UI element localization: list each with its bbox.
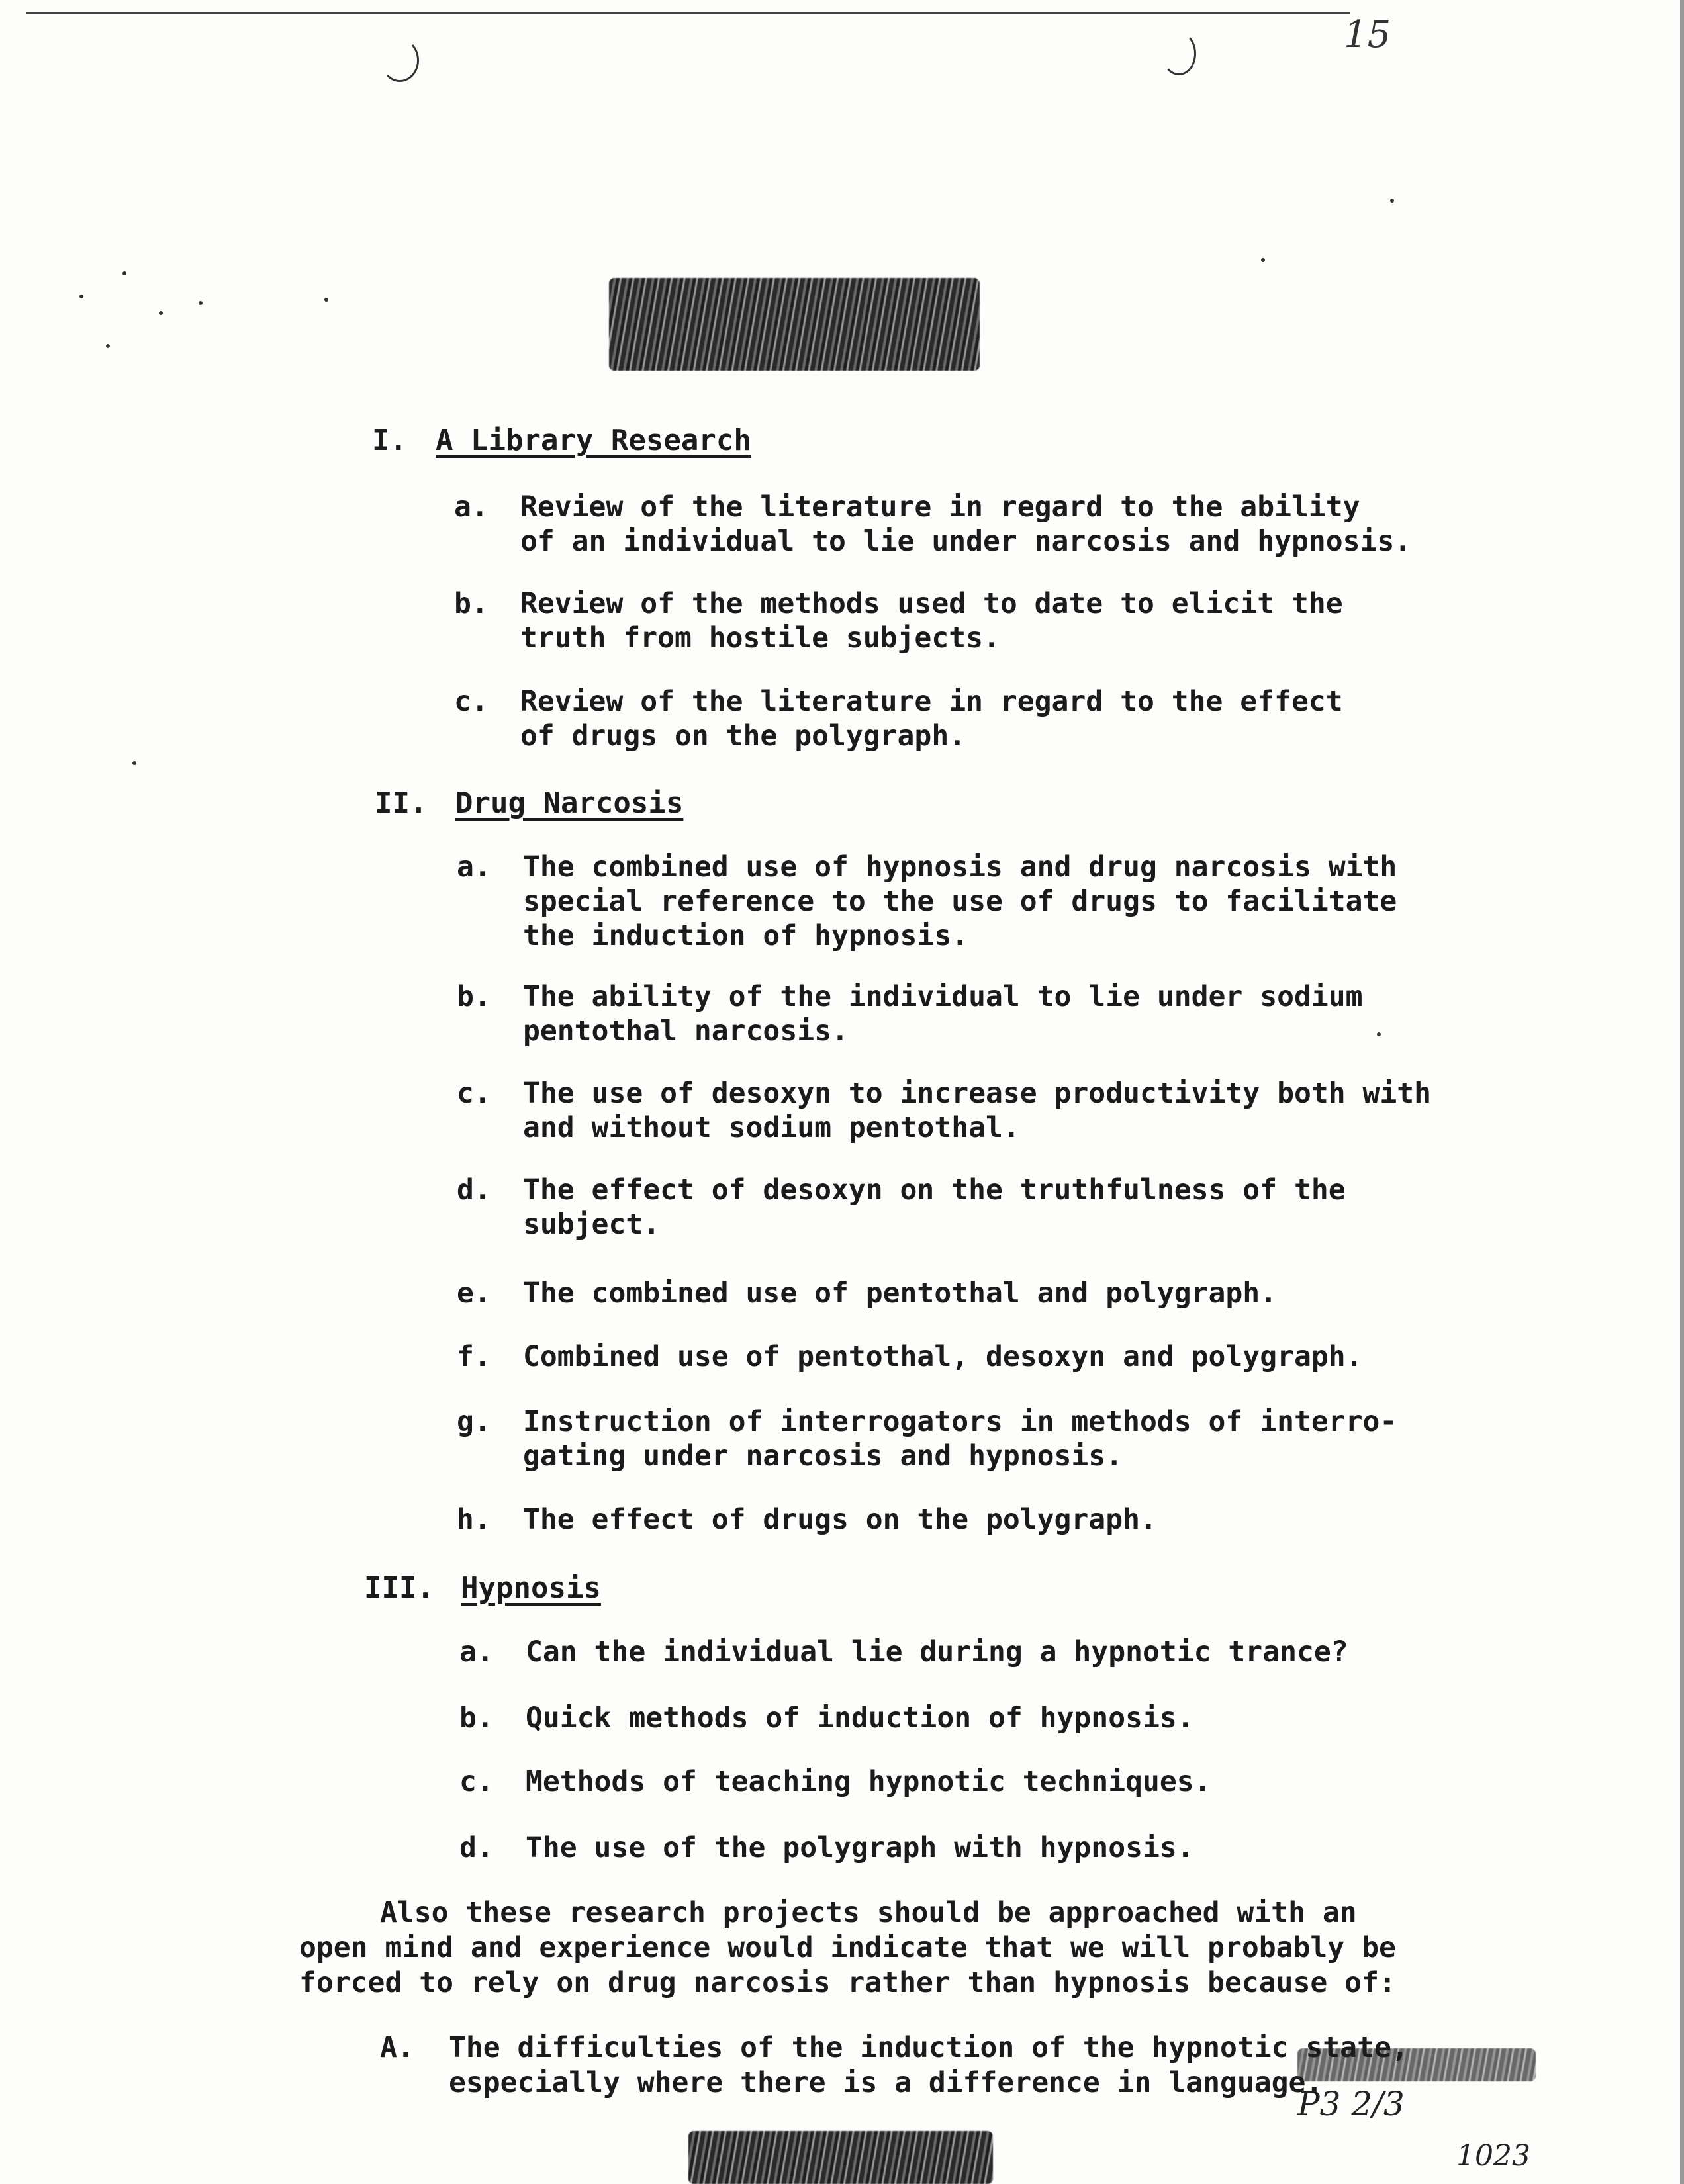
section-numeral: II.	[375, 786, 428, 820]
item-letter: b.	[454, 587, 489, 620]
item-text: Review of the literature in regard to the effect of drugs on the polygraph.	[520, 685, 1343, 752]
speck	[199, 301, 203, 305]
item-letter: e.	[457, 1277, 491, 1310]
item-text: The difficulties of the induction of the hypnotic state, especially where there is a difference in language.	[449, 2031, 1409, 2099]
speck	[106, 344, 110, 348]
speck	[132, 761, 136, 765]
item-text: The combined use of pentothal and polygraph.	[523, 1277, 1278, 1310]
item-letter: c.	[459, 1765, 494, 1798]
speck	[122, 271, 126, 275]
item-letter: c.	[454, 685, 489, 718]
page-stamp: 15	[1344, 13, 1391, 56]
item-letter: d.	[457, 1173, 491, 1206]
speck	[1390, 199, 1394, 203]
speck	[79, 295, 83, 298]
top-edge-line	[26, 12, 1350, 14]
item-letter: a.	[459, 1635, 494, 1668]
item-text: The effect of desoxyn on the truthfulness of the subject.	[523, 1173, 1346, 1241]
item-text: Quick methods of induction of hypnosis.	[526, 1702, 1194, 1735]
right-edge-line	[1680, 0, 1684, 2184]
section-title: Drug Narcosis	[455, 786, 684, 820]
item-text: The effect of drugs on the polygraph.	[523, 1503, 1157, 1536]
item-text: Methods of teaching hypnotic techniques.	[526, 1765, 1211, 1798]
punch-hole-left	[381, 38, 419, 82]
item-text: Review of the methods used to date to elicit the truth from hostile subjects.	[520, 587, 1343, 655]
item-letter: b.	[457, 980, 491, 1013]
item-letter: d.	[459, 1831, 494, 1864]
item-letter: g.	[457, 1405, 491, 1438]
item-letter: f.	[457, 1340, 491, 1373]
section-numeral: III.	[364, 1571, 434, 1605]
item-text: The combined use of hypnosis and drug narcosis with special reference to the use of drugs to facilitate the induction of hypnosis.	[523, 850, 1397, 952]
item-text: The use of the polygraph with hypnosis.	[526, 1831, 1194, 1864]
closing-paragraph: Also these research projects should be approached with an open mind and experience would indicate that we will probably be forced to rely on drug narcosis rather than hypnosis because of:	[299, 1896, 1396, 1999]
item-letter: b.	[459, 1702, 494, 1735]
punch-hole-right	[1162, 32, 1196, 75]
speck	[1261, 258, 1265, 262]
redaction-bottom	[688, 2131, 993, 2184]
item-text: Review of the literature in regard to the ability of an individual to lie under narcosis and hypnosis.	[520, 490, 1412, 558]
item-letter: a.	[454, 490, 489, 523]
item-text: Combined use of pentothal, desoxyn and polygraph.	[523, 1340, 1363, 1373]
speck	[159, 311, 163, 315]
section-numeral: I.	[372, 424, 407, 457]
item-letter: c.	[457, 1077, 491, 1110]
item-text: The use of desoxyn to increase productivity both with and without sodium pentothal.	[523, 1077, 1432, 1144]
item-letter: a.	[457, 850, 491, 884]
item-text: The ability of the individual to lie under sodium pentothal narcosis.	[523, 980, 1363, 1048]
handwritten-note: 1023	[1456, 2139, 1530, 2173]
speck	[324, 298, 328, 302]
item-letter: A.	[380, 2031, 414, 2064]
item-text: Can the individual lie during a hypnotic trance?	[526, 1635, 1348, 1668]
item-letter: h.	[457, 1503, 491, 1536]
section-title: Hypnosis	[461, 1571, 601, 1605]
handwritten-note: P3 2/3	[1297, 2085, 1405, 2123]
section-title: A Library Research	[436, 424, 751, 457]
item-text: Instruction of interrogators in methods of interro- gating under narcosis and hypnosis.	[523, 1405, 1397, 1473]
redaction-top	[609, 278, 980, 371]
